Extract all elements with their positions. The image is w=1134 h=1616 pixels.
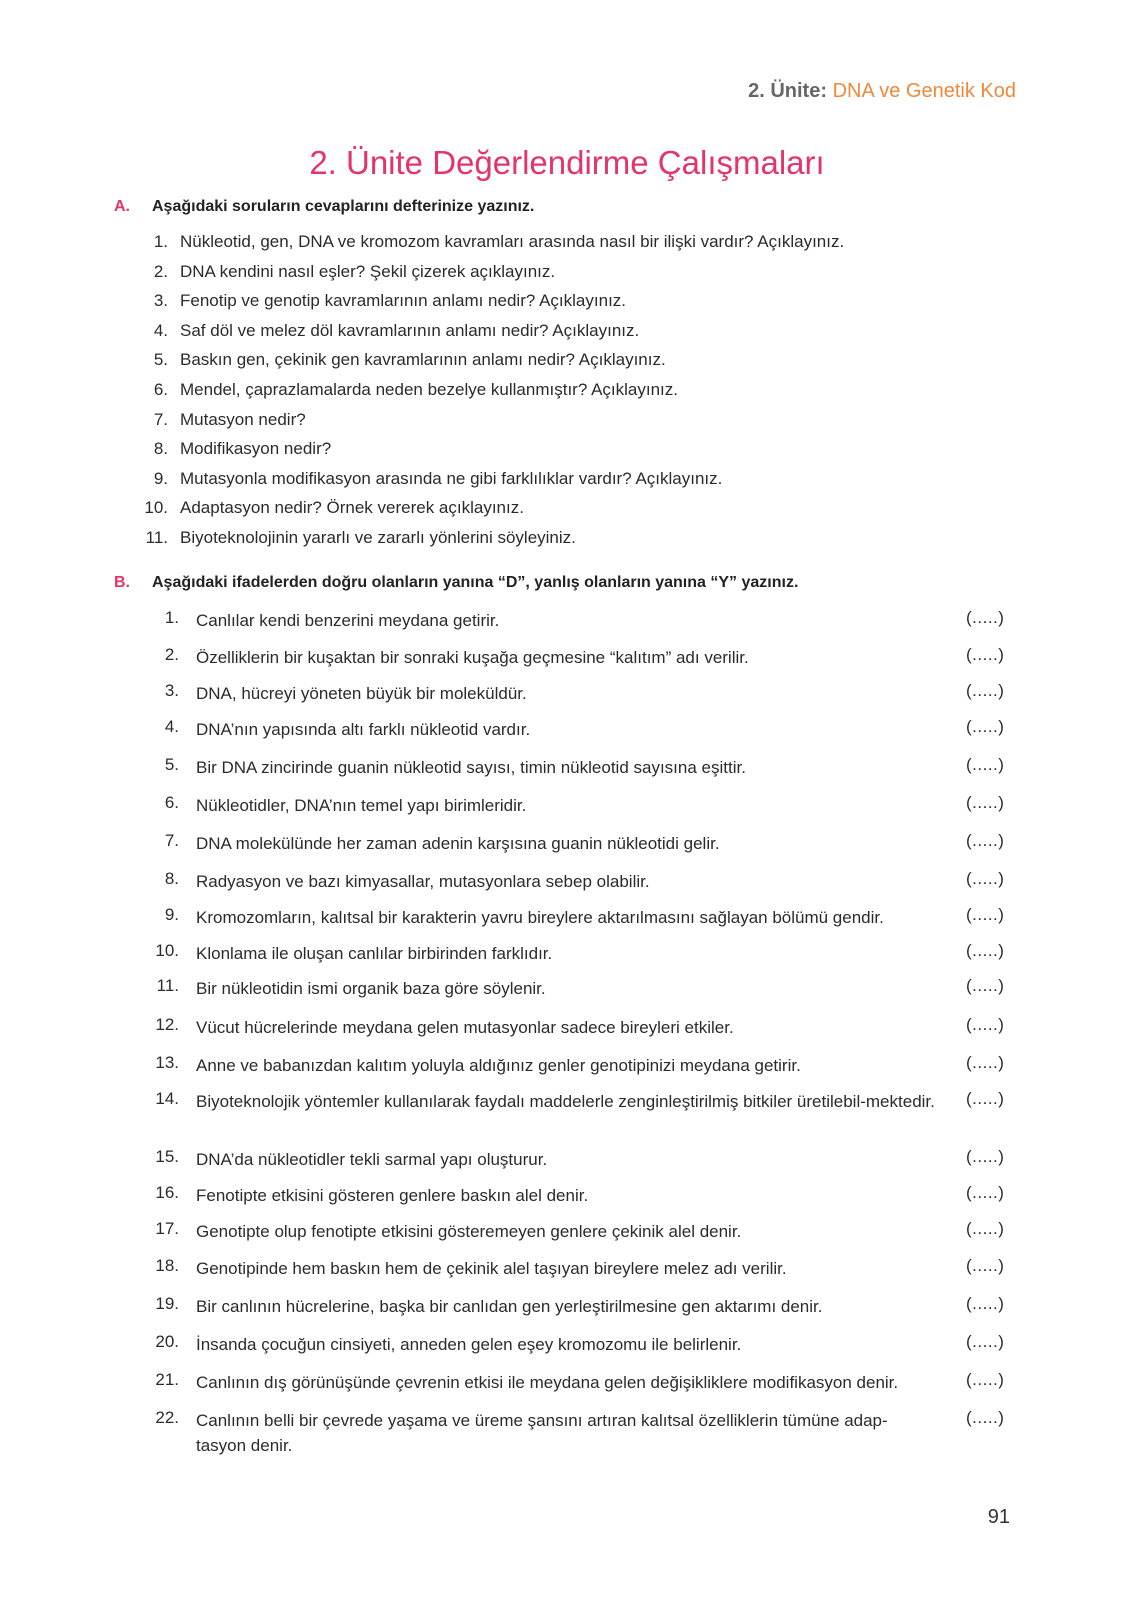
question-item	[0, 376, 1134, 406]
statement-number: 9.	[164, 905, 179, 924]
question-text: Nükleotid, gen, DNA ve kromozom kavramları arasında nasıl bir ilişki vardır? Açıklayınız.	[180, 232, 845, 251]
statement-text: Anne ve babanızdan kalıtım yoluyla aldığınız genler genotipinizi meydana getirir.	[196, 1056, 801, 1075]
question-number: 3.	[153, 291, 168, 311]
statement-number: 16.	[155, 1183, 179, 1202]
question-number: 6.	[153, 379, 168, 399]
question-number: 2.	[153, 261, 168, 281]
statement-number: 14.	[155, 1089, 179, 1108]
statement-text: Canlının belli bir çevrede yaşama ve üreme şansını artıran kalıtsal özelliklerin tümüne adap-tasyon denir.	[196, 1411, 888, 1455]
question-number: 1.	[153, 232, 168, 251]
question-item	[0, 346, 1134, 376]
question-number: 4.	[153, 320, 168, 340]
question-item	[0, 228, 1134, 258]
question-text: Mutasyon nedir?	[180, 409, 306, 429]
answer-blank[interactable]: (.....)	[966, 1183, 1005, 1202]
statement-text: Nükleotidler, DNA’nın temel yapı birimleridir.	[196, 796, 527, 815]
statement-text: İnsanda çocuğun cinsiyeti, anneden gelen eşey kromozomu ile belirlenir.	[196, 1335, 742, 1354]
statement-text: Biyoteknolojik yöntemler kullanılarak faydalı maddelerle zenginleştirilmiş bitkiler üretilebil-mektedir.	[196, 1092, 935, 1111]
statement-number: 22.	[155, 1408, 179, 1427]
statement-number: 17.	[155, 1219, 179, 1238]
question-item	[0, 435, 1134, 465]
answer-blank[interactable]: (.....)	[966, 681, 1005, 700]
statement-number: 6.	[164, 793, 179, 812]
page-title: 2. Ünite Değerlendirme Çalışmaları	[309, 144, 825, 181]
statement-number: 1.	[164, 608, 179, 627]
statement-number: 10.	[155, 941, 179, 960]
question-number: 5.	[153, 350, 168, 370]
answer-blank[interactable]: (.....)	[966, 608, 1005, 627]
statement-number: 8.	[164, 869, 179, 888]
question-item	[0, 494, 1134, 524]
answer-blank[interactable]: (.....)	[966, 1147, 1005, 1166]
question-text: Saf döl ve melez döl kavramlarının anlamı nedir? Açıklayınız.	[180, 320, 640, 340]
statement-number: 3.	[164, 681, 179, 700]
question-text: Fenotip ve genotip kavramlarının anlamı nedir? Açıklayınız.	[180, 291, 627, 311]
answer-blank[interactable]: (.....)	[966, 869, 1005, 888]
answer-blank[interactable]: (.....)	[966, 1053, 1005, 1072]
question-item	[0, 287, 1134, 317]
question-text: DNA kendini nasıl eşler? Şekil çizerek açıklayınız.	[180, 261, 556, 281]
statement-text: DNA’nın yapısında altı farklı nükleotid vardır.	[196, 720, 531, 739]
statement-number: 5.	[164, 755, 179, 774]
question-item	[0, 258, 1134, 288]
answer-blank[interactable]: (.....)	[966, 831, 1005, 850]
answer-blank[interactable]: (.....)	[966, 645, 1005, 664]
answer-blank[interactable]: (.....)	[966, 1219, 1005, 1238]
answer-blank[interactable]: (.....)	[966, 1408, 1005, 1427]
answer-blank[interactable]: (.....)	[966, 1089, 1005, 1108]
statement-number: 7.	[164, 831, 179, 850]
statement-text: DNA’da nükleotidler tekli sarmal yapı oluşturur.	[196, 1150, 548, 1169]
statement-number: 11.	[156, 976, 179, 995]
section-b-letter: B.	[114, 574, 130, 591]
statement-number: 13.	[155, 1053, 179, 1072]
question-item	[0, 465, 1134, 495]
statement-text: Fenotipte etkisini gösteren genlere baskın alel denir.	[196, 1186, 589, 1205]
question-number: 11.	[145, 527, 168, 547]
answer-blank[interactable]: (.....)	[966, 1370, 1005, 1389]
statement-text: Genotipte olup fenotipte etkisini gösteremeyen genlere çekinik alel denir.	[196, 1222, 742, 1241]
statement-number: 12.	[155, 1015, 179, 1034]
statement-text: Bir nükleotidin ismi organik baza göre söylenir.	[196, 979, 546, 998]
statement-text: DNA, hücreyi yöneten büyük bir moleküldür.	[196, 684, 527, 703]
answer-blank[interactable]: (.....)	[966, 1294, 1005, 1313]
statement-number: 4.	[164, 717, 179, 736]
section-a-heading: Aşağıdaki soruların cevaplarını defterinize yazınız.	[152, 198, 535, 215]
answer-blank[interactable]: (.....)	[966, 976, 1005, 995]
statement-number: 21.	[155, 1370, 179, 1389]
answer-blank[interactable]: (.....)	[966, 1332, 1005, 1351]
statement-number: 18.	[155, 1256, 179, 1275]
answer-blank[interactable]: (.....)	[966, 1015, 1005, 1034]
statement-text: Canlılar kendi benzerini meydana getirir.	[196, 611, 500, 630]
statement-number: 20.	[155, 1332, 179, 1351]
statement-text: Klonlama ile oluşan canlılar birbirinden farklıdır.	[196, 944, 553, 963]
question-text: Biyoteknolojinin yararlı ve zararlı yönlerini söyleyiniz.	[180, 527, 576, 547]
unit-name: DNA ve Genetik Kod	[832, 80, 1016, 102]
statement-text: Kromozomların, kalıtsal bir karakterin yavru bireylere aktarılmasını sağlayan bölümü gendir.	[196, 908, 884, 927]
section-a-letter: A.	[114, 198, 130, 215]
statement-text: Genotipinde hem baskın hem de çekinik alel taşıyan bireylere melez adı verilir.	[196, 1259, 787, 1278]
question-number: 7.	[153, 409, 168, 429]
answer-blank[interactable]: (.....)	[966, 941, 1005, 960]
answer-blank[interactable]: (.....)	[966, 905, 1005, 924]
statement-text: Vücut hücrelerinde meydana gelen mutasyonlar sadece bireyleri etkiler.	[196, 1018, 734, 1037]
statement-number: 2.	[164, 645, 179, 664]
answer-blank[interactable]: (.....)	[966, 1256, 1005, 1275]
question-text: Mutasyonla modifikasyon arasında ne gibi farklılıklar vardır? Açıklayınız.	[180, 468, 723, 488]
question-text: Modifikasyon nedir?	[180, 439, 332, 459]
statement-text: Canlının dış görünüşünde çevrenin etkisi ile meydana gelen değişikliklere modifikasyon denir.	[196, 1373, 899, 1392]
question-text: Adaptasyon nedir? Örnek vererek açıklayınız.	[180, 498, 524, 518]
unit-label: 2. Ünite:	[748, 80, 827, 102]
statement-text: Bir DNA zincirinde guanin nükleotid sayısı, timin nükleotid sayısına eşittir.	[196, 758, 746, 777]
section-b-heading: Aşağıdaki ifadelerden doğru olanların yanına “D”, yanlış olanların yanına “Y” yazınız.	[152, 574, 799, 591]
question-item	[0, 406, 1134, 436]
statement-number: 15.	[155, 1147, 179, 1166]
question-text: Mendel, çaprazlamalarda neden bezelye kullanmıştır? Açıklayınız.	[180, 379, 678, 399]
statement-text: Radyasyon ve bazı kimyasallar, mutasyonlara sebep olabilir.	[196, 872, 650, 891]
question-item	[0, 524, 1134, 554]
answer-blank[interactable]: (.....)	[966, 793, 1005, 812]
statement-number: 19.	[155, 1294, 179, 1313]
answer-blank[interactable]: (.....)	[966, 717, 1005, 736]
statement-text: DNA molekülünde her zaman adenin karşısına guanin nükleotidi gelir.	[196, 834, 720, 853]
question-text: Baskın gen, çekinik gen kavramlarının anlamı nedir? Açıklayınız.	[180, 350, 666, 370]
statement-text: Bir canlının hücrelerine, başka bir canlıdan gen yerleştirilmesine gen aktarımı denir.	[196, 1297, 823, 1316]
answer-blank[interactable]: (.....)	[966, 755, 1005, 774]
statement-text: Özelliklerin bir kuşaktan bir sonraki kuşağa geçmesine “kalıtım” adı verilir.	[196, 648, 749, 667]
question-number: 10.	[144, 498, 168, 518]
question-number: 8.	[153, 439, 168, 459]
unit-header	[748, 80, 1016, 103]
question-number: 9.	[153, 468, 168, 488]
section-a-list	[0, 228, 1134, 554]
question-item	[0, 317, 1134, 347]
page-number: 91	[987, 1506, 1010, 1528]
